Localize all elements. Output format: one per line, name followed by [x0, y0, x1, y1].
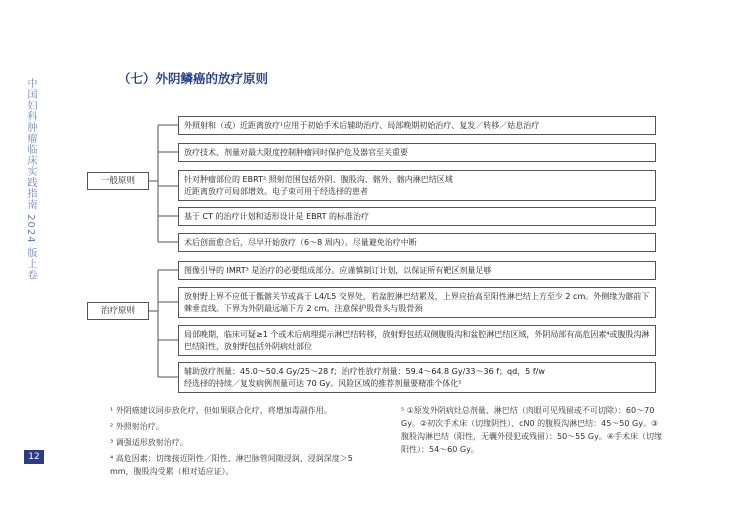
page-title: （七）外阴鳞癌的放疗原则: [118, 71, 269, 86]
footnote-1: ¹ 外阴癌建议同步放化疗，但如果联合化疗，将增加毒副作用。: [110, 406, 332, 415]
general-item-3: 针对肿瘤部位的 EBRT² 照射范围包括外阴、腹股沟、髂外、髂内淋巴结区域 近距离放疗可局部增效。电子束可用于经选择的患者: [178, 170, 656, 201]
general-item-4: 基于 CT 的治疗计划和适形设计是 EBRT 的标准治疗: [178, 207, 656, 226]
page-number: 12: [24, 450, 44, 464]
category-general-principles: 一般原则: [87, 172, 149, 190]
treatment-item-1: 图像引导的 IMRT³ 是治疗的必要组成部分。应谨慎制订计划，以保证所有靶区剂量足够: [178, 261, 656, 280]
footnote-3: ³ 调强适形放射治疗。: [110, 438, 188, 447]
footnote-2: ² 外照射治疗。: [110, 422, 164, 431]
treatment-item-3: 局部晚期，临床可疑≥1 个或术后病理提示淋巴结转移，放射野包括双侧腹股沟和盆腔淋巴结区域，外阴局部有高危因素⁴或腹股沟淋巴结阳性，放射野包括外阴病灶部位: [178, 325, 656, 356]
footnote-5: ⁵ ①原发外阴病灶总剂量、淋巴结（肉眼可见残留或不可切除）：60～70 Gy。②初次手术床（切缘阴性）、cN0 的腹股沟淋巴结：45～50 Gy。③腹股沟淋巴结（阳性，无囊外侵犯或残留）：50～55 Gy。④手术床（切缘阳性）：54～60 Gy。: [401, 406, 663, 454]
category-treatment-principles: 治疗原则: [87, 302, 149, 320]
sidebar-title: 中国妇科肿瘤临床实践指南 2024 版上卷: [25, 78, 36, 281]
footnote-4: ⁴ 高危因素：切缘接近阴性／阳性、淋巴脉管间隙浸润、浸润深度＞5 mm，腹股沟受累（相对适应证）。: [110, 454, 353, 476]
general-item-2: 放疗技术、剂量对最大限度控制肿瘤同时保护危及器官至关重要: [178, 143, 656, 162]
general-item-5: 术后创面愈合后，尽早开始放疗（6～8 周内）。尽量避免治疗中断: [178, 233, 656, 252]
treatment-item-4: 辅助放疗剂量：45.0～50.4 Gy/25～28 f；治疗性放疗剂量：59.4～64.8 Gy/33～36 f；qd，5 f/w 经选择的持续／复发病例剂量可达 70 Gy。风险区域的推荐剂量要精准个体化⁵: [178, 362, 656, 393]
treatment-item-2: 放射野上界不应低于骶髂关节或高于 L4/L5 交界处，若盆腔淋巴结累及，上界应抬高至阳性淋巴结上方至少 2 cm。外侧缘为髂前下棘垂直线。下界为外阴最远端下方 2 cm。注意保护股骨头与股骨颈: [178, 287, 656, 318]
general-item-1: 外照射和（或）近距离放疗¹应用于初始手术后辅助治疗、局部晚期初始治疗、复发／转移／姑息治疗: [178, 116, 656, 135]
